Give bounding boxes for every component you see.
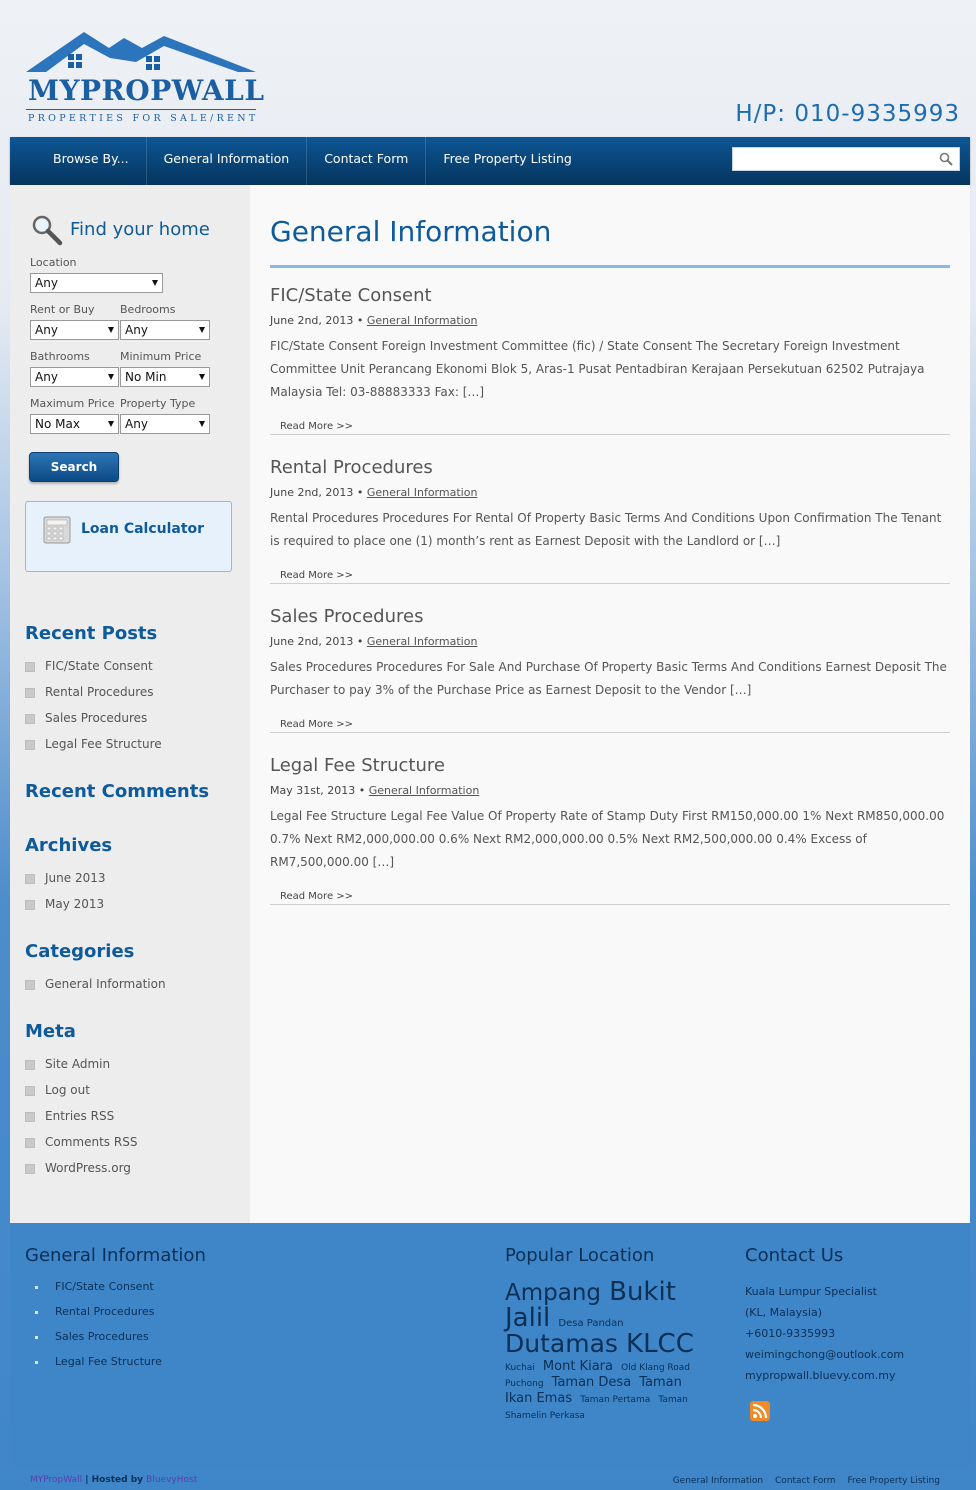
tag-link[interactable]: Taman Pertama — [580, 1395, 651, 1405]
min-price-select-value: No Min — [125, 370, 167, 384]
meta-link-comments-rss[interactable]: Comments RSS — [25, 1135, 137, 1161]
location-tag-cloud — [505, 1279, 700, 1421]
site-search-input[interactable] — [733, 148, 933, 170]
post-meta: June 2nd, 2013 • General Information — [270, 635, 478, 648]
rent-buy-label: Rent or Buy — [30, 303, 95, 316]
nav-menu — [36, 137, 589, 185]
post-divider — [270, 732, 950, 733]
bedrooms-label: Bedrooms — [120, 303, 176, 316]
main-navbar — [10, 137, 970, 185]
min-price-select[interactable] — [120, 367, 210, 387]
archives-title: Archives — [25, 835, 113, 856]
bathrooms-label: Bathrooms — [30, 350, 90, 363]
recent-posts-title: Recent Posts — [25, 623, 158, 644]
post-category-link[interactable]: General Information — [366, 486, 478, 499]
credits-site-link[interactable]: MYPropWall — [30, 1475, 83, 1485]
tag-link[interactable]: Kuchai — [505, 1363, 535, 1373]
bathrooms-select[interactable] — [30, 367, 119, 387]
read-more-link[interactable]: Read More >> — [280, 570, 354, 581]
tag-link[interactable]: Taman Shamelin Perkasa — [505, 1395, 688, 1421]
contact-line: (KL, Malaysia) — [745, 1306, 822, 1319]
loan-calculator-label: Loan Calculator — [81, 521, 205, 537]
recent-comments-title: Recent Comments — [25, 781, 210, 802]
post-excerpt: FIC/State Consent Foreign Investment Committee (fic) / State Consent The Secretary Foreign Investment Committee Unit Perancang Ekonomi Blok 5, Aras-1 Pusat Pentadbiran Kerajaan Persekutuan 62502 Putrajaya Malaysia Tel: 03-88883333 Fax: […] — [270, 339, 925, 399]
calculator-icon — [43, 516, 71, 544]
min-price-label: Minimum Price — [120, 350, 202, 363]
nav-general-information[interactable]: General Information — [147, 137, 308, 185]
logo-divider — [26, 109, 256, 110]
post-date: June 2nd, 2013 — [270, 314, 354, 327]
tag-link[interactable]: Taman Ikan Emas — [505, 1375, 682, 1406]
chevron-down-icon — [108, 421, 114, 427]
loan-calculator-box[interactable] — [25, 501, 232, 572]
recent-post-link[interactable]: FIC/State Consent — [25, 659, 162, 685]
rent-buy-select-value: Any — [35, 323, 58, 337]
tag-link[interactable]: KLCC — [626, 1329, 694, 1359]
footer-link[interactable]: FIC/State Consent — [35, 1280, 162, 1305]
bottom-bar — [10, 1468, 970, 1490]
read-more-link[interactable]: Read More >> — [280, 719, 354, 730]
categories-title: Categories — [25, 941, 135, 962]
tag-link[interactable]: Old Klang Road — [621, 1363, 691, 1373]
post-date: May 31st, 2013 — [270, 784, 356, 797]
post-rental-procedures — [270, 457, 950, 581]
page-title: General Information — [270, 215, 552, 248]
post-excerpt: Legal Fee Structure Legal Fee Value Of Property Rate of Stamp Duty First RM150,000.00 1% Next RM850,000.00 0.7% Next RM2,000,000.00 0.6% Next RM2,000,000.00 0.5% Next RM2,500,000.00 0.4% Excess of RM7,500,000.00 […] — [270, 809, 945, 869]
post-title[interactable]: Rental Procedures — [270, 457, 433, 478]
bottom-nav-free-property-listing[interactable]: Free Property Listing — [847, 1476, 940, 1486]
max-price-select-value: No Max — [35, 417, 80, 431]
recent-post-link[interactable]: Rental Procedures — [25, 685, 162, 711]
property-type-label: Property Type — [120, 397, 196, 410]
meta-list — [25, 1057, 137, 1187]
popular-location-title: Popular Location — [505, 1245, 655, 1266]
chevron-down-icon — [199, 374, 205, 380]
contact-phone: +6010-9335993 — [745, 1327, 836, 1340]
location-label: Location — [30, 256, 77, 269]
logo-name: MYPROPWALL — [28, 74, 265, 107]
post-meta: May 31st, 2013 • General Information — [270, 784, 480, 797]
tag-link[interactable]: Bukit Jalil — [505, 1277, 676, 1333]
contact-email[interactable]: weimingchong@outlook.com — [745, 1348, 905, 1361]
meta-link-entries-rss[interactable]: Entries RSS — [25, 1109, 137, 1135]
post-category-link[interactable]: General Information — [366, 314, 478, 327]
chevron-down-icon — [108, 374, 114, 380]
house-logo-icon — [24, 28, 260, 76]
recent-posts-list — [25, 659, 162, 763]
post-category-link[interactable]: General Information — [368, 784, 480, 797]
read-more-link[interactable]: Read More >> — [280, 421, 354, 432]
property-type-select[interactable] — [120, 414, 210, 434]
meta-link-log-out[interactable]: Log out — [25, 1083, 137, 1109]
meta-link-site-admin[interactable]: Site Admin — [25, 1057, 137, 1083]
footer-link[interactable]: Rental Procedures — [35, 1305, 162, 1330]
rss-icon[interactable] — [750, 1401, 770, 1421]
location-select-value: Any — [35, 276, 58, 290]
post-legal-fee-structure — [270, 755, 950, 902]
nav-contact-form[interactable]: Contact Form — [307, 137, 426, 185]
footer-link[interactable]: Sales Procedures — [35, 1330, 162, 1355]
credits-separator: | Hosted by — [82, 1475, 147, 1485]
post-excerpt: Sales Procedures Procedures For Sale And Purchase Of Property Basic Terms And Conditions Earnest Deposit The Purchaser to pay 3% of the Purchase Price as Earnest Deposit to the Vendor […] — [270, 660, 947, 697]
nav-free-property-listing[interactable]: Free Property Listing — [443, 151, 572, 166]
bedrooms-select[interactable] — [120, 320, 210, 340]
footer-general-title: General Information — [25, 1245, 206, 1266]
chevron-down-icon — [152, 280, 158, 286]
categories-list — [25, 977, 166, 1003]
contact-details — [745, 1281, 904, 1386]
post-title[interactable]: Legal Fee Structure — [270, 755, 445, 776]
post-meta: June 2nd, 2013 • General Information — [270, 314, 478, 327]
post-date: June 2nd, 2013 — [270, 635, 354, 648]
category-link[interactable]: General Information — [25, 977, 166, 1003]
bottom-nav-general-information[interactable]: General Information — [672, 1476, 764, 1486]
read-more-link[interactable]: Read More >> — [280, 891, 354, 902]
post-divider — [270, 583, 950, 584]
credits — [30, 1475, 197, 1485]
recent-post-link[interactable]: Sales Procedures — [25, 711, 162, 737]
chevron-down-icon — [108, 327, 114, 333]
post-sales-procedures — [270, 606, 950, 730]
credits-host-link[interactable]: BluevyHost — [146, 1475, 198, 1485]
location-select[interactable] — [30, 273, 163, 293]
archive-link[interactable]: May 2013 — [25, 897, 106, 923]
max-price-select[interactable] — [30, 414, 119, 434]
bathrooms-select-value: Any — [35, 370, 58, 384]
post-meta: June 2nd, 2013 • General Information — [270, 486, 478, 499]
tag-link[interactable]: Puchong — [505, 1379, 544, 1389]
post-divider — [270, 904, 950, 905]
tag-link[interactable]: Dutamas — [505, 1329, 618, 1358]
site-footer — [10, 1223, 970, 1468]
property-search-button[interactable]: Search — [29, 452, 119, 482]
recent-post-link[interactable]: Legal Fee Structure — [25, 737, 162, 763]
archive-link[interactable]: June 2013 — [25, 871, 106, 897]
contact-us-title: Contact Us — [745, 1245, 844, 1266]
site-header — [0, 0, 976, 137]
post-date: June 2nd, 2013 — [270, 486, 354, 499]
bottom-nav — [664, 1476, 940, 1486]
bottom-nav-contact-form[interactable]: Contact Form — [775, 1476, 836, 1486]
nav-browse-by[interactable]: Browse By... — [36, 137, 147, 185]
post-title[interactable]: Sales Procedures — [270, 606, 424, 627]
chevron-down-icon — [199, 421, 205, 427]
post-divider — [270, 434, 950, 435]
main-content — [250, 185, 970, 1223]
find-home-title: Find your home — [70, 219, 210, 240]
tag-link[interactable]: Desa Pandan — [558, 1318, 624, 1329]
rent-buy-select[interactable] — [30, 320, 119, 340]
meta-link-wordpress[interactable]: WordPress.org — [25, 1161, 137, 1187]
post-excerpt: Rental Procedures Procedures For Rental Of Property Basic Terms And Conditions Upon Confirmation The Tenant is required to place one (1) month’s rent as Earnest Deposit with the Landlord or […] — [270, 511, 942, 548]
post-category-link[interactable]: General Information — [366, 635, 478, 648]
chevron-down-icon — [199, 327, 205, 333]
property-type-select-value: Any — [125, 417, 148, 431]
logo-tagline: PROPERTIES FOR SALE/RENT — [28, 113, 259, 124]
contact-website[interactable]: mypropwall.bluevy.com.my — [745, 1369, 896, 1382]
site-search-box — [732, 147, 960, 171]
sidebar — [10, 185, 250, 1223]
max-price-label: Maximum Price — [30, 397, 115, 410]
meta-title: Meta — [25, 1021, 76, 1042]
title-divider — [270, 265, 950, 268]
tag-link[interactable]: Ampang — [505, 1280, 602, 1306]
tag-link[interactable]: Taman Desa — [551, 1375, 632, 1390]
magnifier-icon — [30, 213, 64, 247]
phone-number: H/P: 010-9335993 — [735, 101, 960, 127]
bedrooms-select-value: Any — [125, 323, 148, 337]
search-icon[interactable] — [939, 152, 953, 166]
contact-line: Kuala Lumpur Specialist — [745, 1285, 877, 1298]
post-fic-state-consent — [270, 285, 950, 432]
site-logo[interactable] — [24, 28, 265, 128]
footer-general-list — [35, 1280, 162, 1380]
archives-list — [25, 871, 106, 923]
tag-link[interactable]: Mont Kiara — [542, 1359, 613, 1374]
footer-link[interactable]: Legal Fee Structure — [35, 1355, 162, 1380]
post-title[interactable]: FIC/State Consent — [270, 285, 432, 306]
